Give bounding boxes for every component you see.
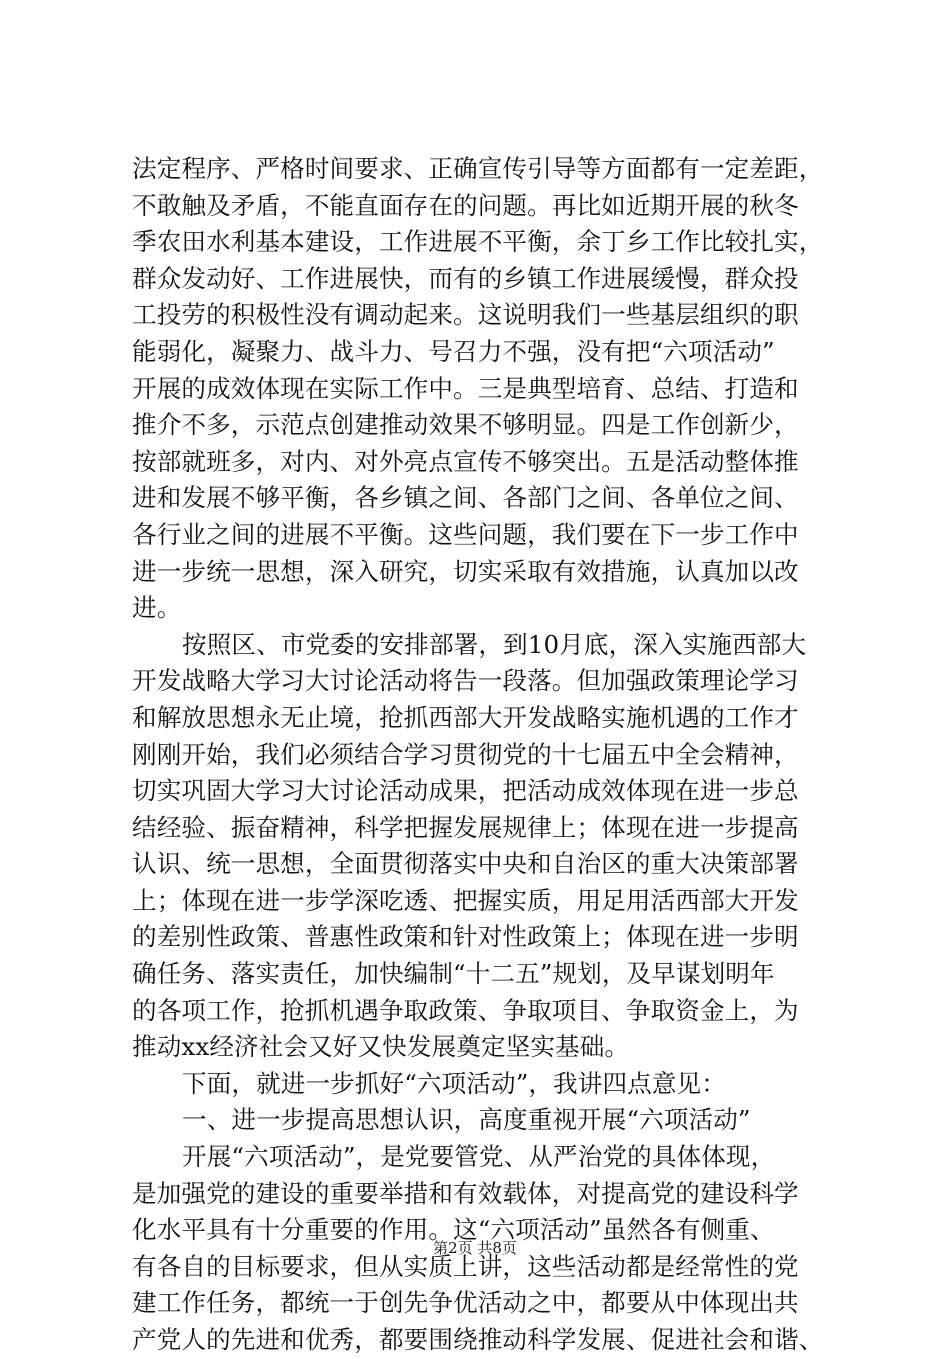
text-line: 开发战略大学习大讨论活动将告一段落。但加强政策理论学习 xyxy=(132,666,799,696)
text-line: 开展的成效体现在实际工作中。三是典型培育、总结、打造和 xyxy=(132,373,799,403)
text-line: 建工作任务，都统一于创先争优活动之中，都要从中体现出共 xyxy=(132,1288,799,1318)
text-line: 上；体现在进一步学深吃透、把握实质，用足用活西部大开发 xyxy=(132,885,799,915)
text-line: 产党人的先进和优秀，都要围绕推动科学发展、促进社会和谐、 xyxy=(132,1325,824,1354)
text-line: 进。 xyxy=(132,593,182,623)
text-line: 按照区、市党委的安排部署，到10月底，深入实施西部大 xyxy=(182,629,807,659)
text-line: 下面，就进一步抓好“六项活动”，我讲四点意见： xyxy=(182,1068,726,1098)
text-line: 按部就班多，对内、对外亮点宣传不够突出。五是活动整体推 xyxy=(132,446,799,476)
text-line: 刚刚开始，我们必须结合学习贯彻党的十七届五中全会精神， xyxy=(132,739,799,769)
text-line: 是加强党的建设的重要举措和有效载体，对提高党的建设科学 xyxy=(132,1178,799,1208)
text-line: 认识、统一思想，全面贯彻落实中央和自治区的重大决策部署 xyxy=(132,849,799,879)
document-body xyxy=(132,151,822,1359)
text-line: 不敢触及矛盾，不能直面存在的问题。再比如近期开展的秋冬 xyxy=(132,190,799,220)
page-number-label: 第2页 共8页 xyxy=(433,1239,517,1257)
text-line: 法定程序、严格时间要求、正确宣传引导等方面都有一定差距， xyxy=(132,154,824,183)
text-line: 开展“六项活动”，是党要管党、从严治党的具体体现， xyxy=(182,1142,776,1172)
text-line: 能弱化，凝聚力、战斗力、号召力不强，没有把“六项活动” xyxy=(132,336,775,366)
page-footer xyxy=(0,1238,950,1258)
text-line: 切实巩固大学习大讨论活动成果，把活动成效体现在进一步总 xyxy=(132,776,799,806)
text-line: 的各项工作，抢抓机遇争取政策、争取项目、争取资金上，为 xyxy=(132,995,799,1025)
text-line: 推介不多，示范点创建推动效果不够明显。四是工作创新少， xyxy=(132,410,799,440)
text-line: 化水平具有十分重要的作用。这“六项活动”虽然各有侧重、 xyxy=(132,1215,775,1245)
text-line: 进一步统一思想，深入研究，切实采取有效措施，认真加以改 xyxy=(132,556,799,586)
text-line: 工投劳的积极性没有调动起来。这说明我们一些基层组织的职 xyxy=(132,300,799,330)
text-line: 季农田水利基本建设，工作进展不平衡，余丁乡工作比较扎实， xyxy=(132,227,824,257)
text-line: 进和发展不够平衡，各乡镇之间、各部门之间、各单位之间、 xyxy=(132,483,799,513)
text-line: 一、进一步提高思想认识，高度重视开展“六项活动” xyxy=(182,1105,751,1135)
text-line: 各行业之间的进展不平衡。这些问题，我们要在下一步工作中 xyxy=(132,519,799,549)
text-line: 的差别性政策、普惠性政策和针对性政策上；体现在进一步明 xyxy=(132,922,799,952)
text-line: 有各自的目标要求，但从实质上讲，这些活动都是经常性的党 xyxy=(132,1251,799,1281)
text-line: 和解放思想永无止境，抢抓西部大开发战略实施机遇的工作才 xyxy=(132,702,799,732)
text-line: 推动xx经济社会又好又快发展奠定坚实基础。 xyxy=(132,1032,630,1062)
text-line: 群众发动好、工作进展快，而有的乡镇工作进展缓慢，群众投 xyxy=(132,263,799,293)
text-line: 确任务、落实责任，加快编制“十二五”规划，及早谋划明年 xyxy=(132,959,775,989)
text-line: 结经验、振奋精神，科学把握发展规律上；体现在进一步提高 xyxy=(132,812,799,842)
